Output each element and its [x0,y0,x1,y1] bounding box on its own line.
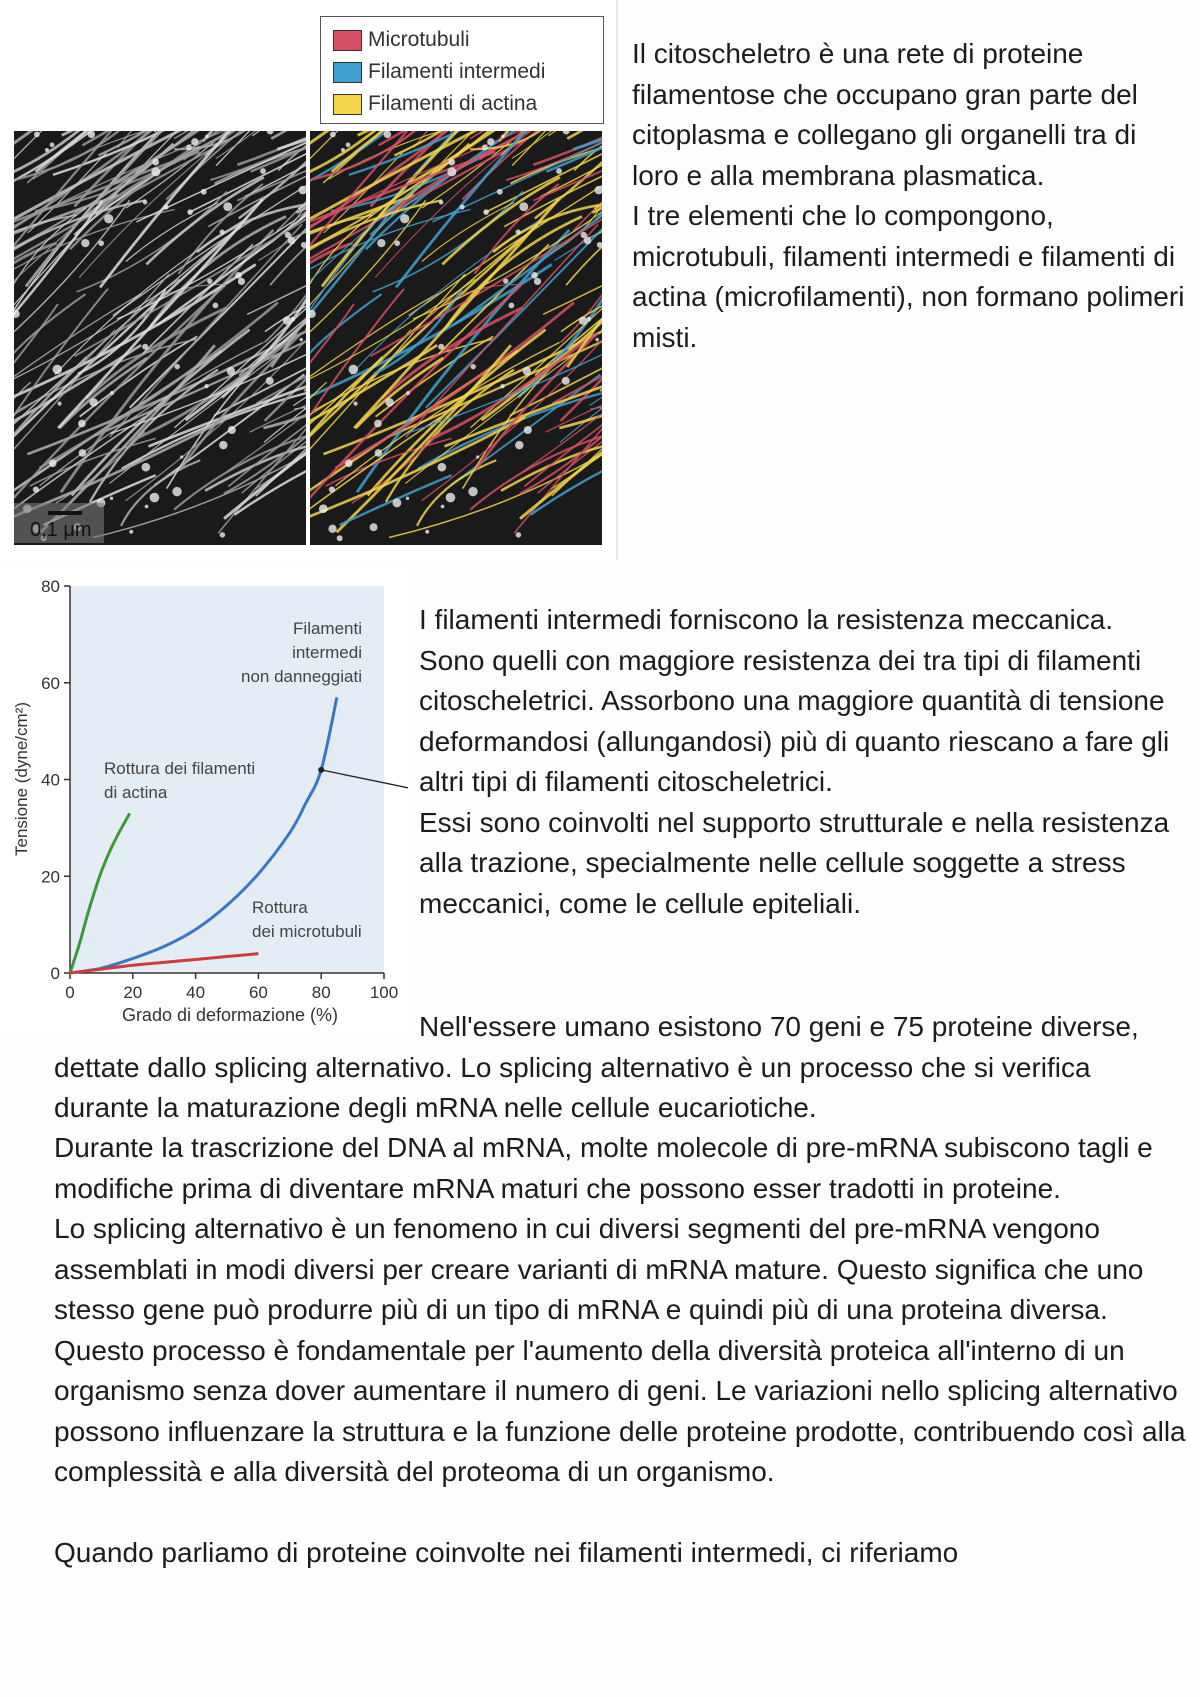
annotation-label: non danneggiati [240,667,362,686]
legend-swatch [333,30,362,51]
body-text-lower [54,1128,1188,1573]
intro-text [632,34,1187,358]
y-tick-label: 40 [41,770,60,790]
x-tick-label: 20 [123,983,143,1002]
scale-label: 0,1 μm [30,519,92,541]
paragraph: Lo splicing alternativo è un fenomeno in cui diversi segmenti del pre-mRNA vengono assemblati in modi diversi per creare varianti di mRNA mature. Questo significa che uno stesso gene può produrre più di un tipo di mRNA e quindi più di una proteina diversa. Questo processo è fondamentale per l'aumento della diversità proteica all'interno di un organismo senza dover aumentare il numero di geni. Le variazioni nello splicing alternativo possono influenzare la struttura e la funzione delle proteine prodotte, contribuendo così alla complessità e alla diversità del proteoma di un organismo. [54,1213,1186,1487]
stress-strain-chart [0,566,408,1034]
intro-paragraph: I tre elementi che lo compongono, microtubuli, filamenti intermedi e filamenti di actina (microfilamenti), non formano polimeri misti. [632,200,1185,353]
annotation-label: Filamenti [293,619,362,638]
paragraph: I filamenti intermedi forniscono la resistenza meccanica. [419,604,1114,635]
legend-item-filamenti-intermedi [333,57,545,87]
y-tick-label: 20 [41,867,60,887]
x-tick-label: 100 [369,983,399,1002]
divider [616,0,618,560]
scale-bar [14,503,104,543]
micrograph-figure [0,0,618,560]
legend-label: Filamenti intermedi [368,60,546,83]
annotation-label: di actina [104,783,168,802]
micrograph-grayscale [14,131,306,545]
y-tick-label: 0 [50,964,60,983]
annotation-label: Rottura dei filamenti [104,759,256,778]
micrograph-colored [310,131,602,545]
body-text-wrap [54,1007,1188,1129]
y-tick-label: 80 [41,577,60,596]
body-text-upper [419,600,1179,924]
paragraph: Quando parliamo di proteine coinvolte nei filamenti intermedi, ci riferiamo [54,1536,959,1568]
y-axis-label: Tensione (dyne/cm²) [12,701,31,857]
legend-label: Microtubuli [368,28,470,51]
x-tick-label: 80 [311,983,331,1002]
x-tick-label: 0 [65,983,75,1002]
annotation-label: intermedi [292,643,362,662]
legend-item-filamenti-actina [333,89,537,119]
color-legend [320,16,604,124]
paragraph: Essi sono coinvolti nel supporto strutturale e nella resistenza alla trazione, specialmente nelle cellule soggette a stress meccanici, come le cellule epiteliali. [419,806,1170,919]
x-tick-label: 40 [186,983,206,1002]
x-axis-label: Grado di deformazione (%) [121,1005,339,1025]
intro-paragraph: Il citoscheletro è una rete di proteine filamentose che occupano gran parte del citoplasma e collegano gli organelli tra di loro e alla membrana plasmatica. [632,38,1138,191]
y-tick-label: 60 [41,673,60,693]
legend-item-microtubuli [333,25,470,55]
paragraph: Sono quelli con maggiore resistenza dei tra tipi di filamenti citoscheletrici. Assorbono una maggiore quantità di tensione deformandosi (allungandosi) più di quanto riescano a fare gli altri tipi di filamenti citoscheletrici. [419,644,1170,797]
annotation-label: dei microtubuli [252,922,362,941]
legend-swatch [333,62,362,83]
paragraph: Nell'essere umano esistono 70 geni e 75 proteine diverse, dettate dallo splicing alternativo. Lo splicing alternativo è un processo che si verifica durante la maturazione degli mRNA nelle cellule eucariotiche. [54,1011,1139,1123]
annotation-label: Rottura [252,898,308,917]
paragraph: Durante la trascrizione del DNA al mRNA, molte molecole di pre-mRNA subiscono tagli e modifiche prima di diventare mRNA maturi che possono esser tradotti in proteine. [54,1132,1153,1204]
legend-label: Filamenti di actina [368,92,538,115]
x-tick-label: 60 [248,983,268,1002]
chart-svg [0,566,408,1034]
legend-swatch [333,94,362,115]
